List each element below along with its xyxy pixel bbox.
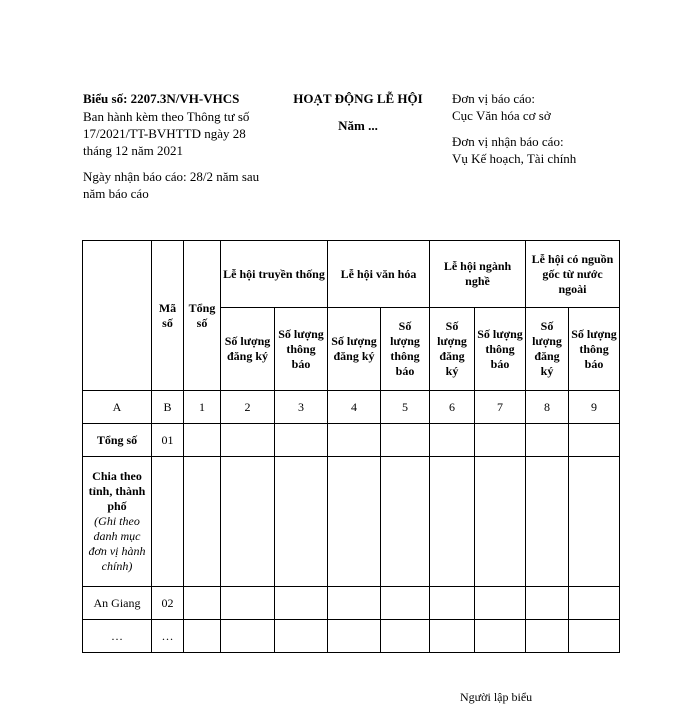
reporting-unit-label: Đơn vị báo cáo: [452, 91, 536, 106]
table-cell [184, 457, 221, 587]
column-index-cell: 2 [221, 391, 275, 424]
table-cell [430, 424, 475, 457]
subheader-announced: Số lượng thông báo [275, 308, 328, 391]
table-cell [475, 587, 526, 620]
row-label-an-giang: An Giang [83, 587, 152, 620]
table-cell [569, 457, 620, 587]
row-code-an-giang: 02 [152, 587, 184, 620]
group-header-trade: Lễ hội ngành nghề [430, 241, 526, 308]
table-cell [430, 457, 475, 587]
title-block [278, 90, 438, 134]
receiving-unit: Vụ Kế hoạch, Tài chính [452, 151, 577, 166]
column-index-cell: 3 [275, 391, 328, 424]
table-cell [381, 587, 430, 620]
column-index-cell: 8 [526, 391, 569, 424]
table-cell [152, 457, 184, 587]
table-cell [569, 424, 620, 457]
group-header-foreign-origin: Lễ hội có nguồn gốc từ nước ngoài [526, 241, 620, 308]
subheader-announced: Số lượng thông báo [381, 308, 430, 391]
table-cell [569, 587, 620, 620]
table-row-by-province [83, 457, 620, 587]
column-index-cell: A [83, 391, 152, 424]
table-row-an-giang [83, 587, 620, 620]
table-row-ellipsis [83, 620, 620, 653]
table-cell [328, 587, 381, 620]
table-cell [328, 620, 381, 653]
table-cell [184, 424, 221, 457]
table-cell [328, 457, 381, 587]
table-cell [221, 424, 275, 457]
table-cell [475, 424, 526, 457]
table-cell [475, 457, 526, 587]
subheader-registered: Số lượng đăng ký [430, 308, 475, 391]
subheader-announced: Số lượng thông báo [569, 308, 620, 391]
table-cell [381, 457, 430, 587]
col-header-ma-so: Mã số [152, 241, 184, 391]
subheader-announced: Số lượng thông báo [475, 308, 526, 391]
row-label-ellipsis: … [83, 620, 152, 653]
receiving-unit-label: Đơn vị nhận báo cáo: [452, 134, 564, 149]
subheader-registered: Số lượng đăng ký [221, 308, 275, 391]
table-header-row-1 [83, 241, 620, 308]
page-title: HOẠT ĐỘNG LỄ HỘI [293, 91, 423, 106]
reporting-unit: Cục Văn hóa cơ sở [452, 108, 551, 123]
table-cell [221, 457, 275, 587]
row-code-ellipsis: … [152, 620, 184, 653]
table-cell [275, 457, 328, 587]
by-province-note: (Ghi theo danh mục đơn vị hành chính) [88, 514, 146, 573]
table-cell [328, 424, 381, 457]
table-cell [430, 587, 475, 620]
row-label-total: Tổng số [83, 424, 152, 457]
row-code-total: 01 [152, 424, 184, 457]
table-cell [381, 424, 430, 457]
table-cell [526, 620, 569, 653]
table-cell [526, 457, 569, 587]
table-cell [569, 620, 620, 653]
group-header-cultural: Lễ hội văn hóa [328, 241, 430, 308]
issuing-circular: Ban hành kèm theo Thông tư số 17/2021/TT-BVHTTD ngày 28 tháng 12 năm 2021 [83, 109, 250, 158]
table-cell [526, 587, 569, 620]
table-cell [381, 620, 430, 653]
table-cell [184, 587, 221, 620]
report-year: Năm ... [338, 118, 378, 133]
table-cell [275, 620, 328, 653]
festival-activity-table [82, 240, 620, 653]
column-index-cell: B [152, 391, 184, 424]
units-block [452, 90, 662, 167]
table-cell [475, 620, 526, 653]
subheader-registered: Số lượng đăng ký [526, 308, 569, 391]
column-index-cell: 1 [184, 391, 221, 424]
submission-deadline: Ngày nhận báo cáo: 28/2 năm sau năm báo cáo [83, 169, 260, 201]
preparer-signature-label: Người lập biểu [460, 690, 533, 704]
column-index-cell: 4 [328, 391, 381, 424]
table-cell [526, 424, 569, 457]
table-cell [184, 620, 221, 653]
form-info-block [83, 90, 273, 202]
form-code: Biểu số: 2207.3N/VH-VHCS [83, 91, 240, 106]
by-province-label: Chia theo tỉnh, thành phố [88, 469, 146, 513]
table-cell [221, 587, 275, 620]
col-header-tong-so: Tổng số [184, 241, 221, 391]
table-cell [275, 424, 328, 457]
header-corner-cell [83, 241, 152, 391]
row-label-by-province [83, 457, 152, 587]
column-index-cell: 7 [475, 391, 526, 424]
table-cell [221, 620, 275, 653]
column-index-row [83, 391, 620, 424]
table-row-total [83, 424, 620, 457]
table-cell [275, 587, 328, 620]
group-header-traditional: Lễ hội truyền thống [221, 241, 328, 308]
column-index-cell: 5 [381, 391, 430, 424]
subheader-registered: Số lượng đăng ký [328, 308, 381, 391]
table-cell [430, 620, 475, 653]
column-index-cell: 6 [430, 391, 475, 424]
column-index-cell: 9 [569, 391, 620, 424]
